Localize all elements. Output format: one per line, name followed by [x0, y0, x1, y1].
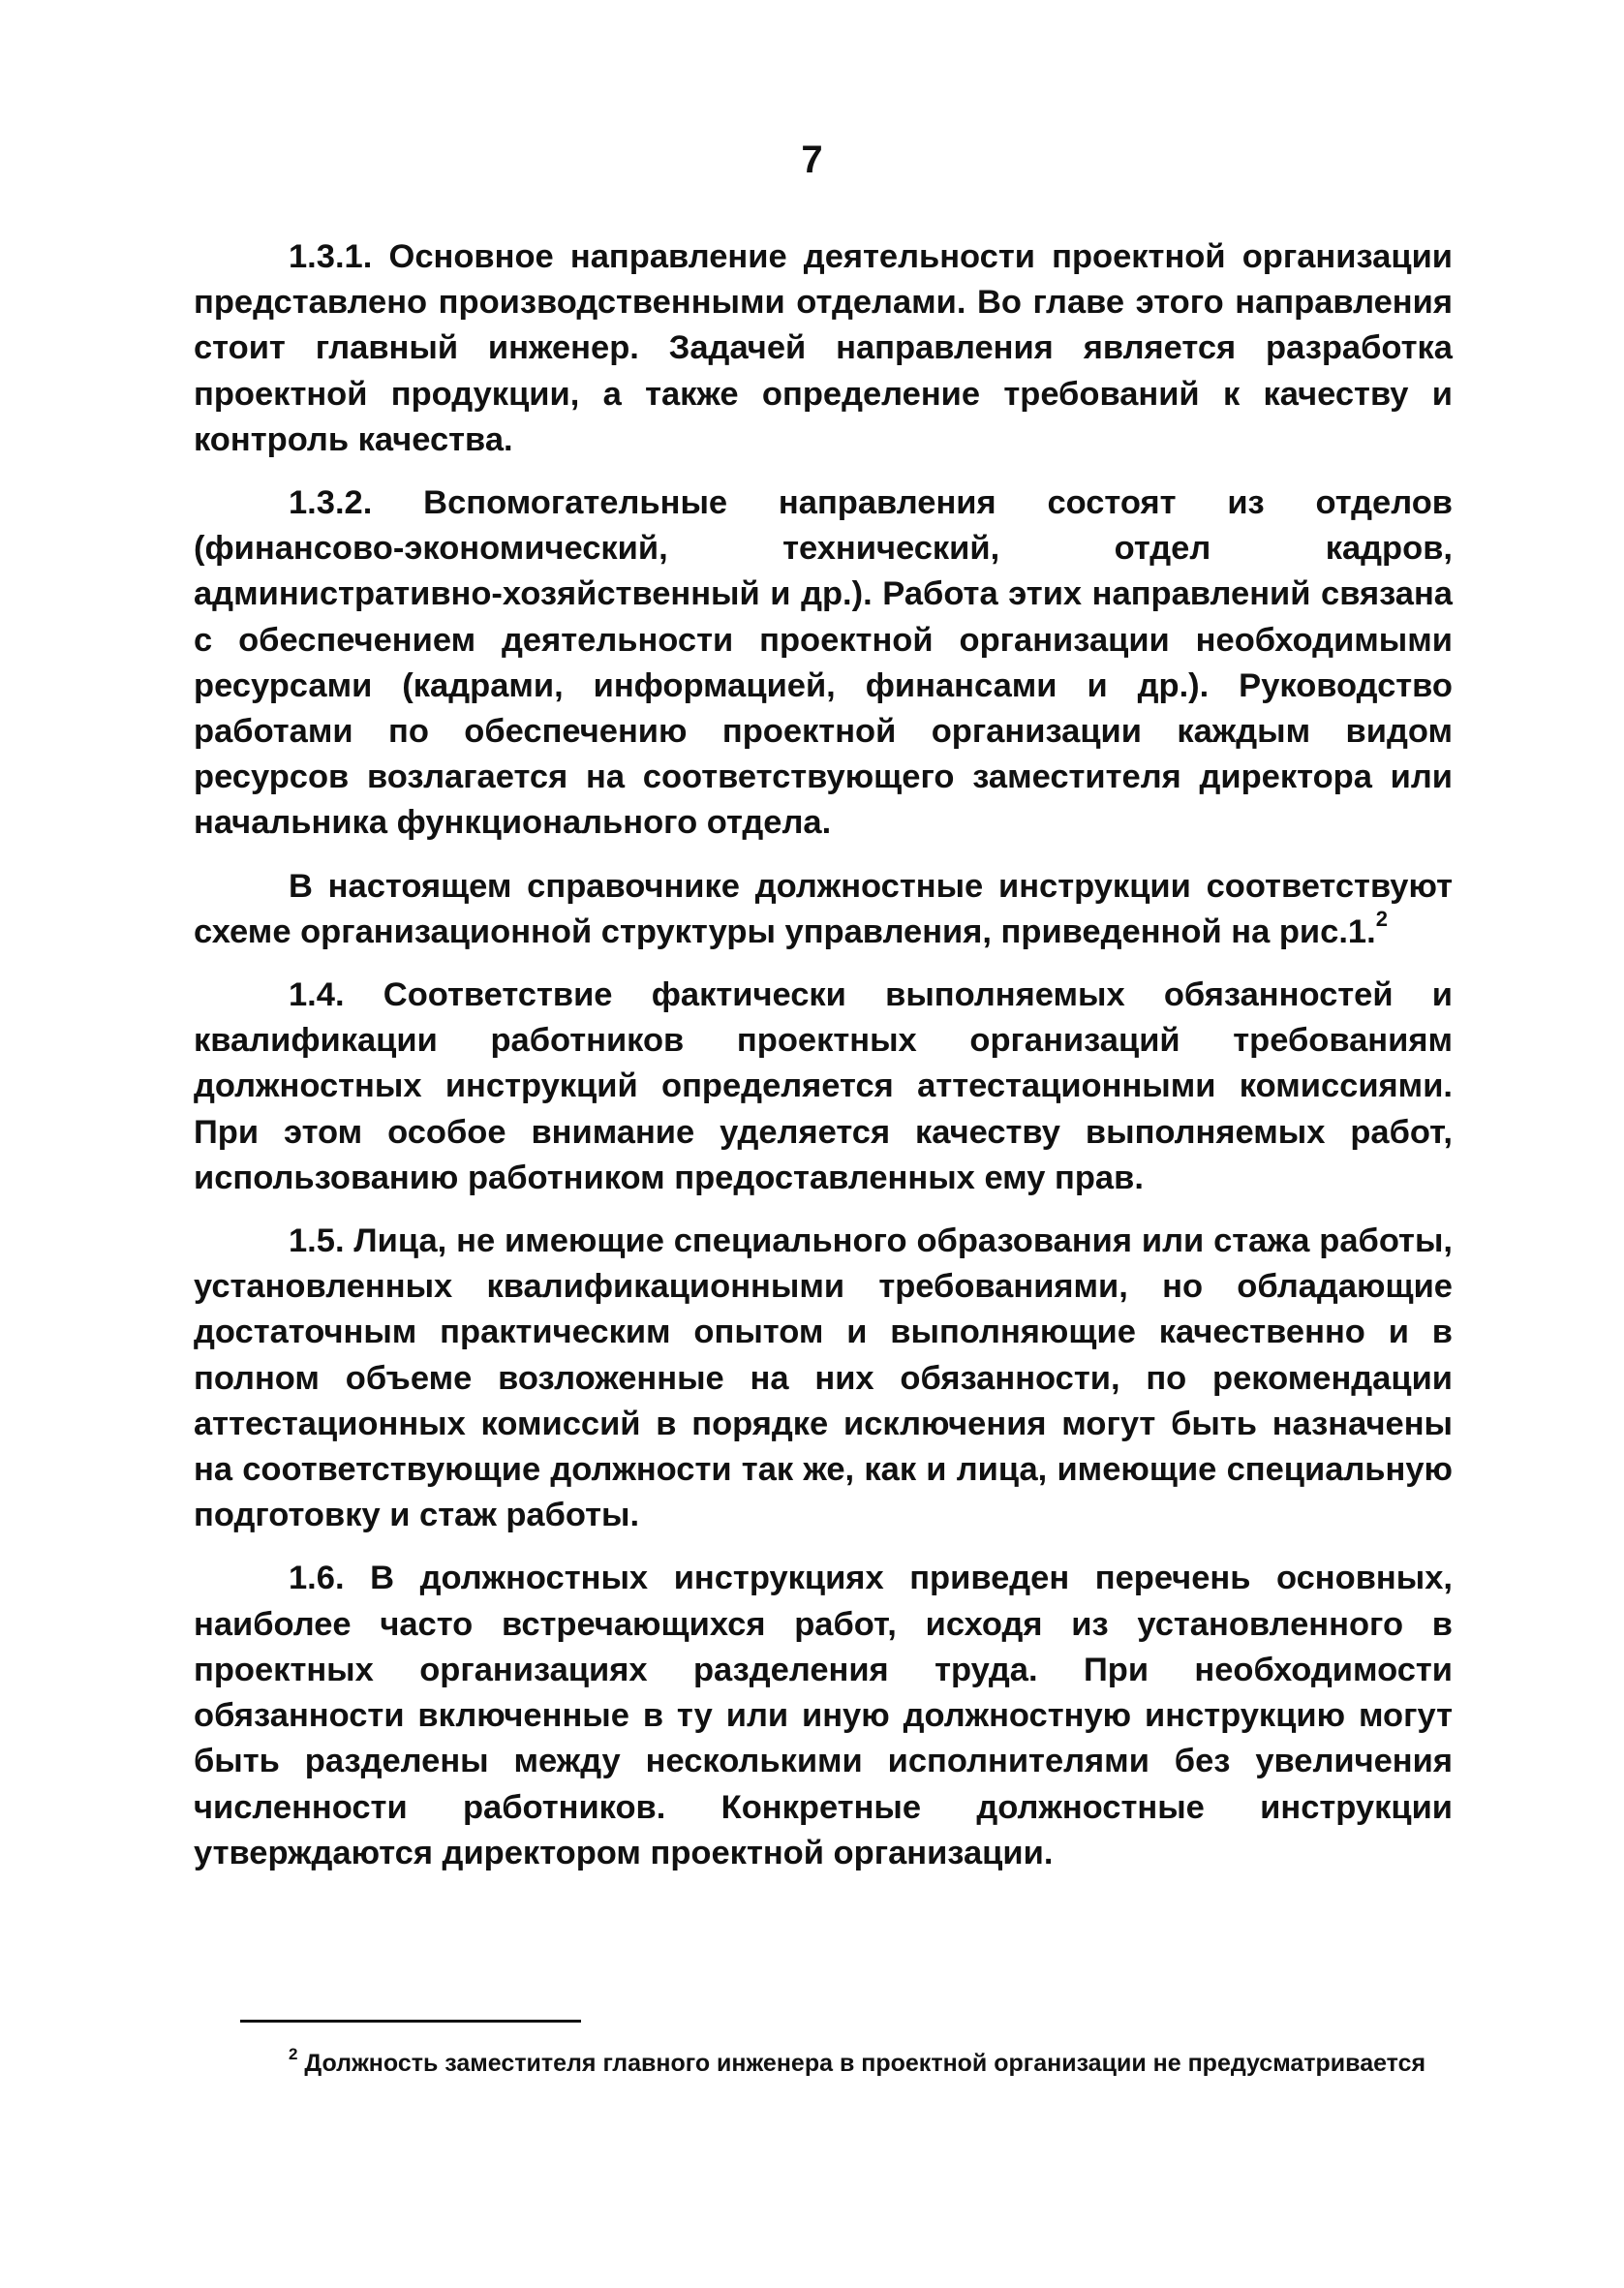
paragraph-text: В настоящем справочнике должностные инструкции соответствуют схеме организационной структуры управления, приведенной на рис.1. — [194, 867, 1453, 950]
paragraph-reference-note — [194, 864, 1453, 955]
paragraph-1-4 — [194, 973, 1453, 1201]
paragraph-text: В должностных инструкциях приведен перечень основных, наиболее часто встречающихся работ, исходя из установленного в проектных организациях разделения труда. При необходимости обязанности включенные в ту или иную должностную инструкцию могут быть разделены между несколькими исполнителями без увеличения численности работников. Конкретные должностные инструкции утверждаются директором проектной организации. — [194, 1560, 1453, 1871]
paragraph-1-3-2 — [194, 480, 1453, 847]
paragraph-number: 1.6. — [289, 1560, 345, 1597]
paragraph-number: 1.3.2. — [289, 484, 373, 522]
paragraph-text: Соответствие фактически выполняемых обязанностей и квалификации работников проектных организаций требованиям должностных инструкций определяется аттестационными комиссиями. При этом особое внимание уделяется качеству выполняемых работ, использованию работником предоставленных ему прав. — [194, 976, 1453, 1196]
page-number: 7 — [801, 139, 823, 181]
paragraph-number: 1.3.1. — [289, 238, 373, 275]
paragraph-number: 1.5. — [289, 1222, 345, 1260]
footnote-mark: 2 — [289, 2044, 298, 2063]
paragraph-1-5 — [194, 1219, 1453, 1538]
paragraph-number: 1.4. — [289, 976, 345, 1014]
footnote — [194, 2046, 1453, 2081]
body-text — [194, 234, 1453, 1894]
paragraph-text: Вспомогательные направления состоят из отделов (финансово-экономический, технический, отдел кадров, административно-хозяйственный и др.). Работа этих направлений связана с обеспечением деятельности проектной организации необходимыми ресурсами (кадрами, информацией, финансами и др.). Руководство работами по обеспечению проектной организации каждым видом ресурсов возлагается на соответствующего заместителя директора или начальника функционального отдела. — [194, 484, 1453, 842]
footnote-reference: 2 — [1375, 907, 1388, 932]
footnote-divider — [240, 2020, 581, 2023]
paragraph-text: Лица, не имеющие специального образования или стажа работы, установленных квалификационными требованиями, но обладающие достаточным практическим опытом и выполняющие качественно и в полном объеме возложенные на них обязанности, по рекомендации аттестационных комиссий в порядке исключения могут быть назначены на соответствующие должности так же, как и лица, имеющие специальную подготовку и стаж работы. — [194, 1222, 1453, 1534]
footnote-text: Должность заместителя главного инженера в проектной организации не предусматривается — [304, 2050, 1426, 2077]
paragraph-1-6 — [194, 1556, 1453, 1875]
paragraph-1-3-1 — [194, 234, 1453, 463]
paragraph-text: Основное направление деятельности проектной организации представлено производственными отделами. Во главе этого направления стоит главный инженер. Задачей направления является разработка проектной продукции, а также определение требований к качеству и контроль качества. — [194, 238, 1453, 458]
